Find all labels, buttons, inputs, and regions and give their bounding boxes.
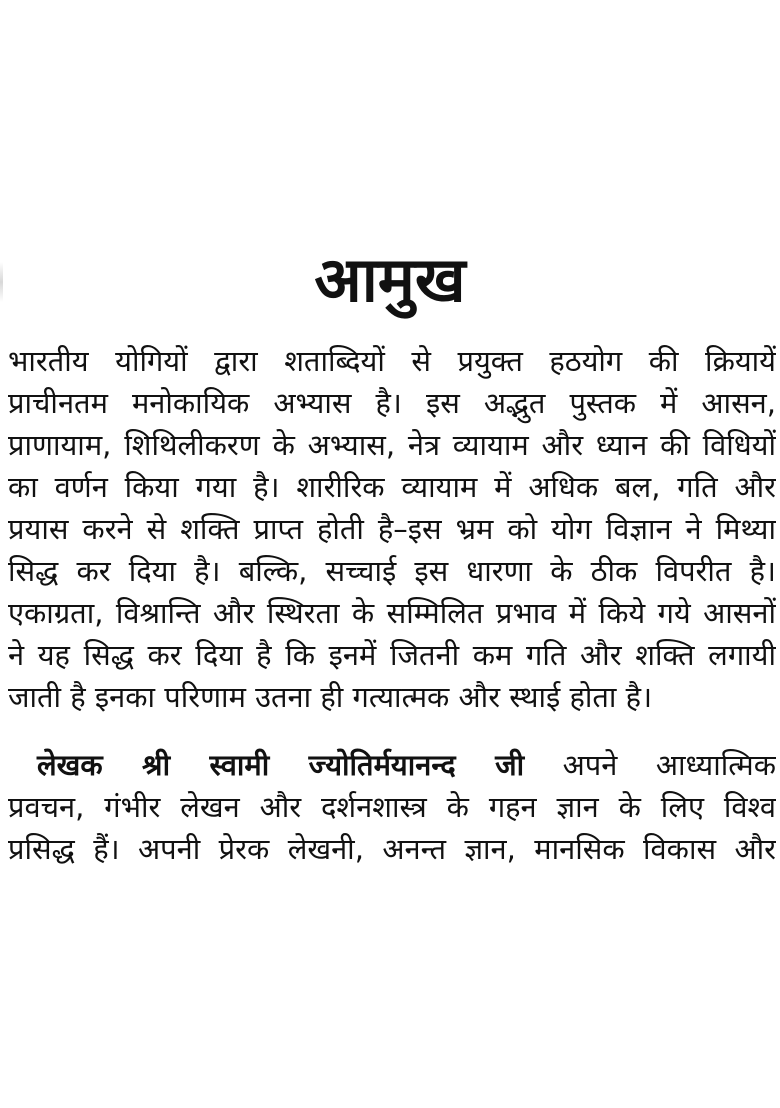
paragraph-line: ने यह सिद्ध कर दिया है कि इनमें जितनी कम गति और शक्ति लगायी	[8, 638, 776, 672]
paragraph-2	[8, 744, 776, 870]
body-text	[8, 340, 776, 870]
paragraph-gap	[8, 718, 776, 744]
page-title: आमुख	[314, 243, 466, 316]
paragraph-line: प्राणायाम, शिथिलीकरण के अभ्यास, नेत्र व्यायाम और ध्यान की विधियों	[8, 428, 776, 462]
paragraph-line: प्रयास करने से शक्ति प्राप्त होती है–इस भ्रम को योग विज्ञान ने मिथ्या	[8, 512, 776, 546]
paragraph-line: सिद्ध कर दिया है। बल्कि, सच्चाई इस धारणा के ठीक विपरीत है।	[8, 554, 776, 588]
paragraph-line-rest: अपने आध्यात्मिक	[524, 748, 776, 782]
paragraph-line: प्रसिद्ध हैं। अपनी प्रेरक लेखनी, अनन्त ज्ञान, मानसिक विकास और	[8, 832, 776, 866]
paragraph-line: जाती है इनका परिणाम उतना ही गत्यात्मक और स्थाई होता है।	[8, 680, 653, 714]
paragraph-1	[8, 340, 776, 718]
author-name: लेखक श्री स्वामी ज्योतिर्मयानन्द जी	[37, 748, 525, 782]
paragraph-line: का वर्णन किया गया है। शारीरिक व्यायाम में अधिक बल, गति और	[8, 470, 776, 504]
paragraph-line: प्राचीनतम मनोकायिक अभ्यास है। इस अद्भुत पुस्तक में आसन,	[8, 386, 776, 420]
paragraph-line: भारतीय योगियों द्वारा शताब्दियों से प्रयुक्त हठयोग की क्रियायें	[8, 344, 776, 378]
paragraph-line: प्रवचन, गंभीर लेखन और दर्शनशास्त्र के गहन ज्ञान के लिए विश्व	[8, 790, 776, 824]
paragraph-line: एकाग्रता, विश्रान्ति और स्थिरता के सम्मिलित प्रभाव में किये गये आसनों	[8, 596, 776, 630]
paragraph-line	[8, 744, 776, 786]
